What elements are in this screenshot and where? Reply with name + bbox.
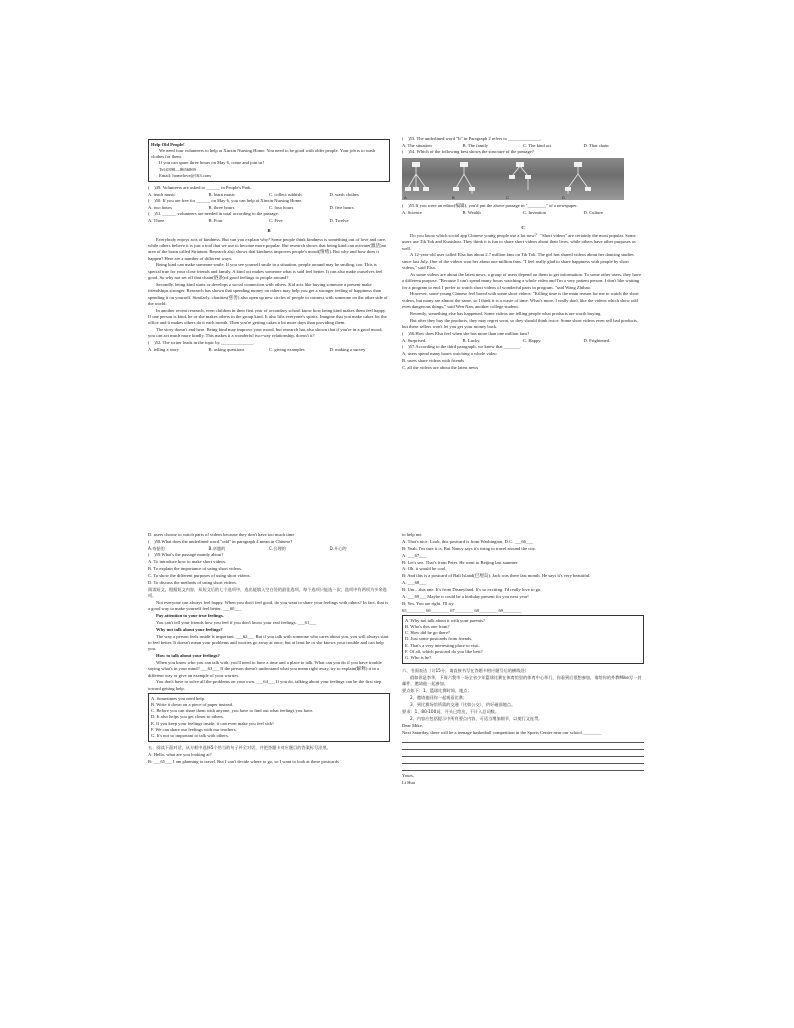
passage-c-paragraph: A 12-year-old user called Elsa has about 2.7 million fans on Tik Tok. The girl has shared videos about her dancing studies since last July. One of the videos won her about one million fans. "I feel really glad to share happiness with people by short videos," said Elsa. [402,252,634,271]
option: D. making a survey [329,347,366,353]
option: C. all the videos are about the latest news [402,364,479,370]
passage-c-paragraph: Recently, something else has happened. Some videos are telling people what products are worth buying. [410,310,602,316]
option: C.合理的 [269,545,286,551]
option: D. wash clothes [329,191,359,197]
option: C. Invention [523,210,546,216]
option: A. Science [402,210,422,216]
passage-c-paragraph: Do you know which social app Chinese young people use a lot now？ "Short videos" are certainly the most popular. Some users use Tik Tok and Kuaishou. They think it is fun to share short videos about their lives, while others have other purposes as well. [402,232,636,251]
question-51: ( )51. ______ volunteers are needed in total according to the passage. [148,211,279,217]
notice-body: We need four volunteers to help at Xinxin Nursing Home. You need to be good with older people. Your job is to wash clothes for them. [151,147,376,160]
notice-line: If you can spare three hours on May 6, come and join us! [159,160,264,166]
question-50: ( )50. If you are free for ______ on May 6, you can help at Xinxin Nursing Home. [148,197,303,203]
dialogue-instruction: 五、阅读下面对话，从方框中选择5个恰当的句子补全对话，并把答题卡对应题目的答案标号涂黑。 [148,745,331,751]
dialogue-line: A: ___69___ Maybe it could be a birthday present for you next year! [402,594,529,600]
dialogue-line: B: Um…this one. It's from Disneyland. It's so exciting. I'd really love to go. [402,587,542,593]
option: A. Surprised. [402,337,427,343]
writing-requirement: 要求：1、80-100词，开头已给出，不计入总词数。 [402,708,500,714]
option: C. giving examples [269,347,305,353]
letter-greeting: Dear Mike, [402,722,423,728]
writing-line[interactable] [402,750,644,757]
option: B. The family [462,142,489,148]
passage-b-heading: B [267,228,271,234]
option: B.卓越的 [208,545,226,551]
passage-d-subheading: Why not talk about your feelings? [156,626,223,632]
writing-line[interactable] [402,736,644,743]
option: B. three hours [208,204,235,210]
option: G. It's not so important to talk with others. [151,733,229,739]
option: A. Three [148,218,165,224]
passage-c-paragraph: As some videos are about the latest news, a group of users depend on them to get information. To some other users, they have a different purpose. "Because I can't spend many hours watching a whole video and I'm a very patient person. I don't like waiting for a program to end. I prefer to watch short videos of wonderful parts in program. "said Wang Zhihao. [402,271,642,290]
option: G. Who is he? [405,655,432,661]
answer-blanks[interactable]: 65________ 66________ 67________ 68________ 69________ [402,607,522,613]
letter-name: Li Hua [402,780,415,786]
notice-tel: Tel:0398—8656869 [159,166,196,172]
writing-requirement: 2、内容应包括提示中所有要点内容，可适当增加细节，以使行文连贯。 [410,715,543,721]
question-59: ( )59.What's the passage mainly about? [148,552,224,558]
option: B. Wealth [462,210,481,216]
option: A. telling a story [148,347,179,353]
section-instruction: 阅读短文，根据短文内容，从短文后的七个选项中，选出能填入空白处的最佳选项。每个选项只能选一次，选项中有两项为多余选项。 [148,586,387,598]
option: B. users share videos with friends [402,357,465,363]
option: A. To introduce how to make short videos. [148,558,227,564]
letter-closing: Yours, [402,773,414,779]
question-58: ( )58.What does the underlined word "odd" in paragraph 4 mean in Chinese? [148,538,293,544]
passage-d-paragraph: Not everyone can always feel happy. When you don't feel good, do you want to share your feelings with others? In fact, that is a good way to make yourself feel better. ___60___ [148,599,389,612]
passage-b-paragraph: In another recent research, even children in their first year of secondary school know how being kind makes them feel happy. If one person is kind, he or she makes others in the group kind. It also lifts everyone's spirits. Imagine that you make cakes for the office and it makes others do it each month. Then you're getting cakes a lot more days than providing them. [148,307,387,326]
passage-b-paragraph: Being kind can make someone smile. If you see yourself smile in a situation, people around may be smiling, too. This is special true for your close friends and family. A kind act makes someone what is said feel better. It can also make ourselves feel good. So why not set off that chain(链条)of good feelings to people around? [148,262,383,281]
option: E. That's a very interesting place to visit. [405,642,480,648]
writing-title: 六、书面表达（计15分。请直接书写在答题卡相应题号后的横线处） [402,668,529,674]
option: D.开心的 [329,545,347,551]
letter-signature [402,773,644,786]
option: A. teach music [148,191,176,197]
option: C. The kind act [523,142,552,148]
writing-line[interactable] [402,743,644,750]
notice-email: Email: homelove@163.com [159,172,211,178]
dialogue-line: B: Let's see. That's from Peter. He went to Beijing last summer. [402,559,519,565]
notice-title: Help Old People! [151,141,185,147]
question-52-options [148,347,390,353]
dialogue-line: B: ___65___ I am planning to travel. But I can't decide where to go, so I want to look at these postcards [148,758,339,764]
writing-line[interactable] [402,764,644,771]
passage-d-paragraph: You can't tell your friends how you feel if you don't know your real feelings. ___61___ [156,619,317,625]
option: C. four hours [269,204,294,210]
svg-text:D: D [562,195,565,201]
option: A.奇怪的 [148,545,165,551]
dialogue-line: A: ___68___ [402,580,427,586]
option: F. Of all, which postcard do you like best? [405,649,483,655]
option: E. If you keep your feelings inside, it can even make you feel sick! [151,720,274,726]
svg-text:A: A [404,195,407,201]
structure-diagram-icon [402,158,624,200]
dialogue-line: A: That's nice. Look, this postcard is from Washington, D.C. ___66___ [402,538,533,544]
passage-c-heading: C [521,224,525,230]
passage-d-paragraph: The way a person feels inside is important. ___62___ But if you talk with someone who cares about you, you will always start to feel better. It doesn't mean your problems and worries go away at once, but at least he or she knows your trouble and can help you. [148,633,389,652]
option: B. asking questions [208,347,245,353]
dialogue-options-box [402,615,644,664]
dialogue-line: A: ___67___ [402,552,427,558]
question-57-option-d: D. users choose to watch parts of videos because they don't have too much time [148,532,295,537]
option: C. Happy. [523,337,542,343]
option: A. Why not talk about it with your parents? [405,617,485,623]
question-55: ( )55.If you were an editor(编辑), you'd put the above passage in "________" of a newspaper. [402,203,578,209]
writing-point: 3、到比赛场馆所需的交通（比如公交），约好碰面地点。 [410,702,516,708]
option: D. That chain [583,142,609,148]
dialogue-line: B: Yes. You are right. I'll try. [402,600,455,606]
dialogue-line: A: Oh, it would be cool. [402,566,447,572]
option: A. two hours [148,204,172,210]
option: A. Sometimes you need help. [151,695,206,701]
passage-c-paragraph: But after they buy the products, they may regret soon, so they should think twice. Some short videos even sell bad products, but these sellers won't let you get your money back. [402,317,638,330]
option: A. users spend many hours watching a whole video [402,351,497,357]
structure-diagram-image [402,158,624,200]
svg-text:B: B [452,195,455,201]
writing-point: 要点如下：1、篮球比赛时间、地点； [402,688,472,694]
option: D. It also helps you get closer to others. [151,714,224,720]
option: B. To explain the importance of using short videos. [148,565,243,571]
svg-text:C: C [506,195,509,201]
option: D. Twelve [329,218,349,224]
passage-d-paragraph: You don't have to solve all the problems on your own. ___64___ If you do, talking about your feelings can be the first step toward getting help. [148,679,382,691]
option: C. collect rubbish [269,191,302,197]
options-box [148,693,390,742]
option: B. Write it down on a piece of paper instead. [151,701,234,707]
bottom-right-column [402,532,644,787]
dialogue-line: to help me. [402,532,423,537]
dialogue-line: B: And this is a postcard of Bali Island(巴厘岛). Jack was there last month. He says it's very beautiful. [402,573,591,579]
option: B. Who's this one from? [405,623,450,629]
option: C. Five [269,218,283,224]
passage-b-paragraph: Secondly, being kind starts or develops a social connection with others. Kid acts like buying someone a present make friendships stronger. Research has shown that spending money on others may help you get a stronger feeling of happiness than spending it on yourself. Similarly, charities(慈善) also open up new circles of people to connect with someone on the other side of the world. [148,281,388,306]
question-57: ( )57.According to the third paragraph, we know that _______. [402,344,522,350]
option: D. To discuss the methods of using short videos. [148,579,237,585]
option: C. How did he go there? [405,630,450,636]
top-right-column [402,136,644,372]
question-55-options [402,210,644,216]
question-56: ( )56.How does Elsa feel when she has more than one million fans? [402,330,530,336]
bottom-left-column [148,532,390,766]
option: D. five hours [329,204,354,210]
option: B. Four [208,218,223,224]
option: F. We can share our feelings with our teachers. [151,727,237,733]
volunteer-notice [148,139,390,182]
option: D. Frightened. [583,337,611,343]
option: A. The situation [402,142,432,148]
writing-line[interactable] [402,757,644,764]
writing-prompt: 假如你是李华，下周六我市一场全省少年篮球比赛在体育馆里的体育中心举行，你看到后很想参加，请给你的外教Mike写一封邮件，邀请他一起参加。 [402,675,642,687]
question-49: ( )49. Volunteers are asked to ______ in People's Park. [148,184,252,190]
passage-d-subheading: Pay attention to your true feelings. [156,612,224,618]
passage-b-paragraph: The story doesn't end here. Being kind may improve your mood, but research has also shown that if you're in a good mood, you can act much more kindly. This makes it a wonderful two-way relationship, doesn't it? [148,327,383,339]
option: C. Before you can share them with anyone, you have to find out what feelings you have. [151,708,314,714]
passage-d-paragraph: When you know who you can talk with, you'll need to have a time and a place to talk. What can you do if you have trouble saying what's in your mind? ___63___ If the person doesn't understand what you mean right away, try to explain(解释) it in a different way or give an example of your worries. [148,659,382,678]
option: D. Culture [583,210,603,216]
question-52: ( )52. The writer leads in the topic by ______________. [148,340,255,346]
passage-d-subheading: How to talk about your feelings? [156,653,220,659]
top-left-column [148,138,390,354]
option: C. To show the different purposes of using short videos. [148,572,251,578]
option: D. Just some postcards from friends. [405,636,473,642]
question-51-options [148,218,390,224]
question-53: ( )53. The underlined word "It" in Paragraph 2 refers to ______________. [402,136,542,141]
writing-lines[interactable] [402,736,644,771]
writing-point: 2、邀请他同你一起观看比赛； [410,695,468,701]
passage-c-paragraph: However, some young Chinese feel bored with some short videos. "Killing time is the main reason for me to watch the short videos, but many are almost the same, so I think it is a waste of time. What's more, I really don't like the videos which show odd even dangerous things," said Wen Nan, another college student. [402,291,639,310]
option: B. Lucky. [462,337,481,343]
dialogue-line: A: Hello, what are you looking at? [148,752,212,757]
letter-start: Next Saturday, there will be a teenage basketball competition in the Sports Center near our school.________ [402,729,602,735]
dialogue-line: B: Yeah, I'm sure it is. But Nancy says it's tiring to travel around the city. [402,545,536,551]
question-54: ( )54. Which of the following best shows the structure of the passage? [402,149,534,155]
passage-b-paragraph: Everybody enjoys acts of kindness. But can you explain why? Some people think kindness is something out of love and care, while others believe it is just a tool that we use to become more popular. But research shows that being kind can activate(激活)an area of the brain called Striatum. Research also shows that kindness improves people's mood(情绪). But why and how does it happen? Here are a number of different ways. [148,236,387,261]
option: B. learn music [208,191,236,197]
